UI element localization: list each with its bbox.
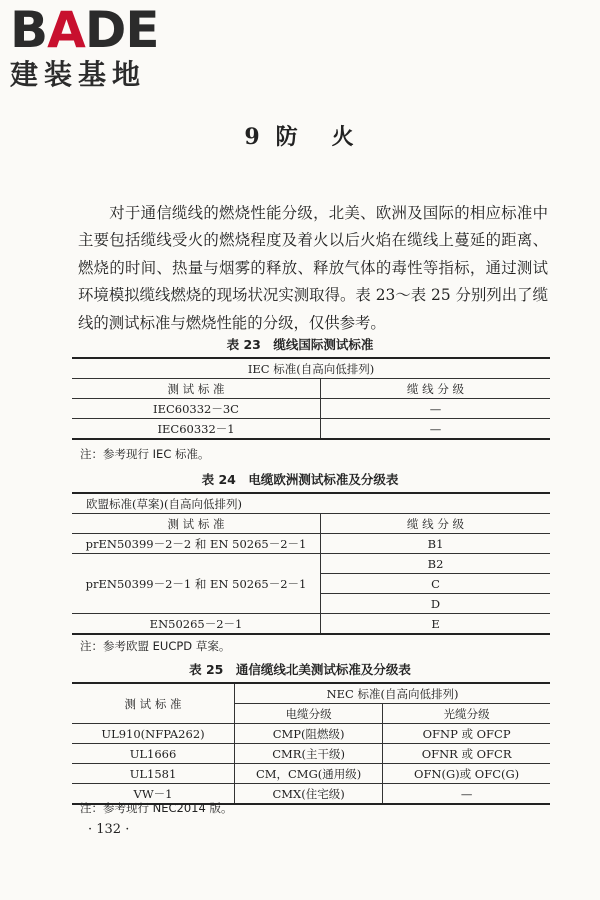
table-cell: OFN(G)或 OFC(G) [383,764,550,784]
table-cell: prEN50399－2－2 和 EN 50265－2－1 [72,534,321,554]
table-row [72,764,550,784]
table24-col-standard: 测 试 标 准 [72,514,321,534]
table-cell: UL910(NFPA262) [72,724,235,744]
table23-note: 注：参考现行 IEC 标准。 [80,447,210,461]
table-cell: UL1581 [72,764,235,784]
table-cell: EN50265－2－1 [72,614,321,635]
table-cell: IEC60332－3C [72,399,321,419]
table25-group-header: NEC 标准(自高向低排列) [235,683,550,704]
table-cell: prEN50399－2－1 和 EN 50265－2－1 [72,554,321,614]
chapter-number: 9 [244,124,262,150]
table24-col-grade: 缆 线 分 级 [321,514,550,534]
chapter-title-part-1: 防 [275,124,300,150]
table24-note: 注：参考欧盟 EUCPD 草案。 [80,639,231,653]
table23-caption: 表 23 缆线国际测试标准 [226,337,374,352]
table-cell: — [321,399,550,419]
table-row [72,744,550,764]
table25-col-standard: 测 试 标 准 [72,683,235,724]
table25 [72,682,550,805]
table25-caption: 表 25 通信缆线北美测试标准及分级表 [189,662,411,677]
table-cell: CMX(住宅级) [235,784,383,805]
table-cell: UL1666 [72,744,235,764]
logo-wordmark: BADE [10,1,159,59]
chapter-title [0,120,600,151]
chapter-title-part-2: 火 [331,124,356,150]
table-row [72,419,550,440]
table23-group-header: IEC 标准(自高向低排列) [72,358,550,379]
logo-subtitle: 建装基地 [10,58,147,91]
table-cell: C [321,574,550,594]
table-cell: IEC60332－1 [72,419,321,440]
table-cell: OFNR 或 OFCR [383,744,550,764]
table23 [72,357,550,440]
table-row [72,399,550,419]
bade-logo [10,1,159,92]
paragraph-text: 对于通信缆线的燃烧性能分级，北美、欧洲及国际的相应标准中主要包括缆线受火的燃烧程度及着火以后火焰在缆线上蔓延的距离、燃烧的时间、热量与烟雾的释放、释放气体的毒性等指标，通过测试环境模拟缆线燃烧的现场状况实测取得。表 23～表 25 分别列出了缆线的测试标准与燃烧性能的分级，仅供参考。 [78,204,548,332]
table-row [72,724,550,744]
table-cell: CM，CMG(通用级) [235,764,383,784]
table-cell: D [321,594,550,614]
table-row [72,554,550,574]
table23-col-standard: 测 试 标 准 [72,379,321,399]
table-cell: — [321,419,550,440]
table23-col-grade: 缆 线 分 级 [321,379,550,399]
table24-caption: 表 24 电缆欧洲测试标准及分级表 [201,472,399,487]
table-cell: CMR(主干级) [235,744,383,764]
table-cell: E [321,614,550,635]
table25-col-cable: 电缆分级 [235,704,383,724]
table-cell: B1 [321,534,550,554]
table-cell: B2 [321,554,550,574]
table25-col-fiber: 光缆分级 [383,704,550,724]
body-paragraph [78,200,548,337]
table-cell: OFNP 或 OFCP [383,724,550,744]
page-number: · 132 · [88,822,130,837]
table-row [72,614,550,635]
table24-group-header: 欧盟标准(草案)(自高向低排列) [72,493,550,514]
table-row [72,534,550,554]
table-cell: CMP(阻燃级) [235,724,383,744]
table-cell: — [383,784,550,805]
table25-note: 注：参考现行 NEC2014 版。 [80,801,233,815]
table-cell: VW－1 [72,784,235,805]
table24 [72,492,550,635]
